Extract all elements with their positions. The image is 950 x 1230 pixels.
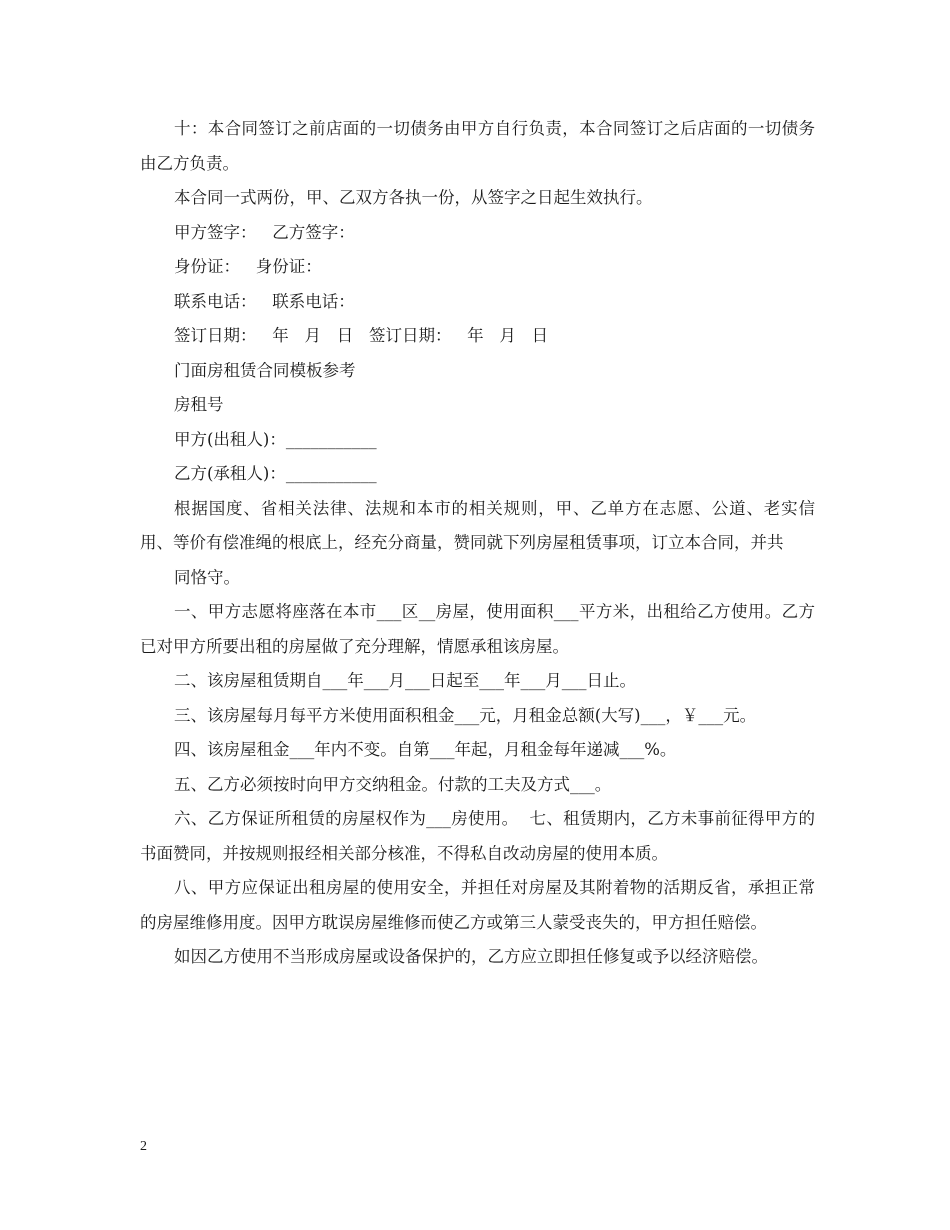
paragraph: 如因乙方使用不当形成房屋或设备保护的，乙方应立即担任修复或予以经济赔偿。 <box>174 947 768 966</box>
paragraph: 五、乙方必须按时向甲方交纳租金。付款的工夫及方式___。 <box>174 774 612 794</box>
document-body <box>140 112 815 975</box>
paragraph: 甲方签字： 乙方签字： <box>174 222 355 242</box>
paragraph: 根据国度、省相关法律、法规和本市的相关规则，甲、乙单方在志愿、公道、老实信用、等价有偿准绳的根底上，经充分商量，赞同就下列房屋租赁事项，订立本合同，并共 <box>140 498 815 552</box>
paragraph: 甲方(出租人)：___________ <box>174 429 377 449</box>
paragraph: 二、该房屋租赁期自___年___月___日起至___年___月___日止。 <box>174 671 636 690</box>
paragraph: 签订日期： 年 月 日 签订日期： 年 月 日 <box>174 326 549 345</box>
paragraph: 身份证： 身份证： <box>174 257 322 276</box>
paragraph: 四、该房屋租金___年内不变。自第___年起，月租金每年递减___%。 <box>174 740 677 759</box>
paragraph: 本合同一式两份，甲、乙双方各执一份，从签字之日起生效执行。 <box>174 188 653 207</box>
paragraph: 乙方(承租人)：___________ <box>174 464 377 483</box>
paragraph: 三、该房屋每月每平方米使用面积租金___元，月租金总额(大写)___，￥___元。 <box>174 705 757 725</box>
paragraph: 门面房租赁合同模板参考 <box>174 360 356 380</box>
paragraph: 一、甲方志愿将座落在本市___区__房屋，使用面积___平方米，出租给乙方使用。乙方已对甲方所要出租的房屋做了充分理解，情愿承租该房屋。 <box>140 602 815 656</box>
page-number: 2 <box>140 1139 147 1154</box>
paragraph: 房租号 <box>174 395 224 414</box>
paragraph: 八、甲方应保证出租房屋的使用安全，并担任对房屋及其附着物的活期反省，承担正常的房屋维修用度。因甲方耽误房屋维修而使乙方或第三人蒙受丧失的，甲方担任赔偿。 <box>140 878 815 932</box>
paragraph: 十：本合同签订之前店面的一切债务由甲方自行负责，本合同签订之后店面的一切债务由乙方负责。 <box>140 119 815 173</box>
paragraph: 联系电话： 联系电话： <box>174 291 355 311</box>
paragraph: 同恪守。 <box>174 567 240 587</box>
paragraph: 六、乙方保证所租赁的房屋权作为___房使用。 七、租赁期内，乙方未事前征得甲方的书面赞同，并按规则报经相关部分核准，不得私自改动房屋的使用本质。 <box>140 809 815 863</box>
